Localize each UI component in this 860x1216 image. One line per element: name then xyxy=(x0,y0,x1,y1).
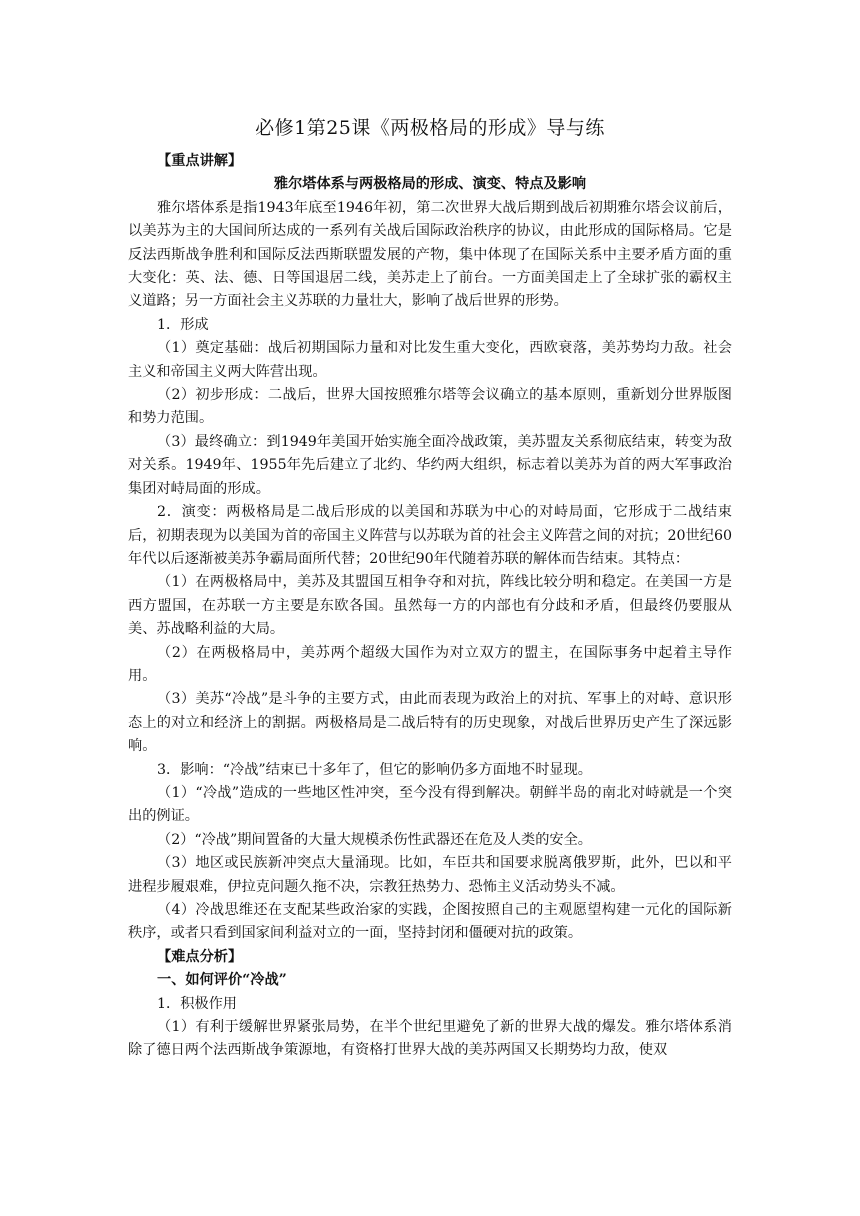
paragraph: （1）有利于缓解世界紧张局势，在半个世纪里避免了新的世界大战的爆发。雅尔塔体系消除了德日两个法西斯战争策源地，有资格打世界大战的美苏两国又长期势均力敌，使双 xyxy=(128,1019,732,1059)
paragraph: 2．演变：两极格局是二战后形成的以美国和苏联为中心的对峙局面，它形成于二战结束后，初期表现为以美国为首的帝国主义阵营与以苏联为首的社会主义阵营之间的对抗；20世纪60年代以后逐渐被美苏争霸局面所代替；20世纪90年代随着苏联的解体而告结束。其特点： xyxy=(128,504,732,567)
paragraph: （1）在两极格局中，美苏及其盟国互相争夺和对抗，阵线比较分明和稳定。在美国一方是西方盟国，在苏联一方主要是东欧各国。虽然每一方的内部也有分歧和矛盾，但最终仍要服从美、苏战略利益的大局。 xyxy=(128,574,732,638)
list-heading-formation: 1．形成 xyxy=(157,316,209,333)
paragraph: （2）在两极格局中，美苏两个超级大国作为对立双方的盟主，在国际事务中起着主导作用。 xyxy=(128,644,732,684)
section-heading-difficulty-analysis: 【难点分析】 xyxy=(157,948,243,965)
paragraph: （2）“冷战”期间置备的大量大规模杀伤性武器还在危及人类的安全。 xyxy=(157,831,592,848)
section-heading-key-points: 【重点讲解】 xyxy=(157,153,243,169)
paragraph: （1）“冷战”造成的一些地区性冲突，至今没有得到解决。朝鲜半岛的南北对峙就是一个突出的例证。 xyxy=(128,784,732,825)
paragraph: 3．影响：“冷战”结束已十多年了，但它的影响仍多方面地不时显现。 xyxy=(157,761,592,778)
paragraph: （1）奠定基础：战后初期国际力量和对比发生重大变化，西欧衰落，美苏势均力敌。社会主义和帝国主义两大阵营出现。 xyxy=(128,340,732,380)
paragraph: （3）美苏“冷战”是斗争的主要方式，由此而表现为政治上的对抗、军事上的对峙、意识形态上的对立和经济上的割据。两极格局是二战后特有的历史现象，对战后世界历史产生了深远影响。 xyxy=(128,691,732,755)
page-title: 必修1第25课《两极格局的形成》导与练 xyxy=(255,117,605,139)
paragraph: 雅尔塔体系是指1943年底至1946年初，第二次世界大战后期到战后初期雅尔塔会议前后，以美苏为主的大国间所达成的一系列有关战后国际政治秩序的协议，由此形成的国际格局。它是反法西斯战争胜利和国际反法西斯联盟发展的产物，集中体现了在国际关系中主要矛盾方面的重大变化：英、法、德、日等国退居二线，美苏走上了前台。一方面美国走上了全球扩张的霸权主义道路；另一方面社会主义苏联的力量壮大，影响了战后世界的形势。 xyxy=(128,199,732,310)
document-body xyxy=(128,150,732,1063)
subsection-title: 雅尔塔体系与两极格局的形成、演变、特点及影响 xyxy=(273,176,587,193)
paragraph: （3）最终确立：到1949年美国开始实施全面冷战政策，美苏盟友关系彻底结束，转变为敌对关系。1949年、1955年先后建立了北约、华约两大组织，标志着以美苏为首的两大军事政治集团对峙局面的形成。 xyxy=(128,433,732,497)
paragraph: （3）地区或民族新冲突点大量涌现。比如，车臣共和国要求脱离俄罗斯，此外，巴以和平进程步履艰难，伊拉克问题久拖不决，宗教狂热势力、恐怖主义活动势头不减。 xyxy=(128,855,732,895)
subsection-heading-cold-war: 一、如何评价“冷战” xyxy=(157,972,287,989)
paragraph: （2）初步形成：二战后，世界大国按照雅尔塔等会议确立的基本原则，重新划分世界版图和势力范围。 xyxy=(128,387,732,427)
paragraph: （4）冷战思维还在支配某些政治家的实践，企图按照自己的主观愿望构建一元化的国际新秩序，或者只看到国家间利益对立的一面，坚持封闭和僵硬对抗的政策。 xyxy=(128,902,732,942)
list-heading-positive-effects: 1．积极作用 xyxy=(157,995,237,1012)
